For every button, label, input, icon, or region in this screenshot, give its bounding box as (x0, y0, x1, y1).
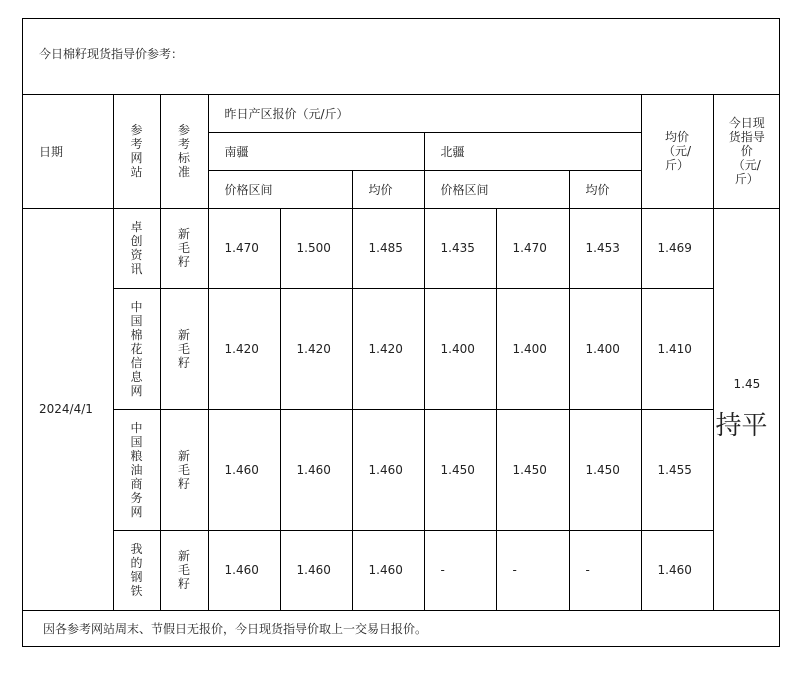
north-avg-cell: 1.450 (569, 409, 641, 530)
header-row-1 (23, 95, 780, 132)
south-low-cell: 1.460 (208, 409, 280, 530)
south-range-header: 价格区间 (208, 170, 352, 208)
north-low-cell: 1.450 (424, 409, 496, 530)
south-high-cell: 1.500 (280, 208, 352, 288)
site-cell: 中国棉花信息网 (113, 288, 160, 409)
guide-cell (713, 208, 780, 610)
standard-cell: 新毛籽 (160, 208, 208, 288)
south-header: 南疆 (208, 132, 424, 170)
guide-value: 1.45 (733, 376, 761, 391)
south-avg-cell: 1.460 (352, 409, 424, 530)
north-avg-header: 均价 (569, 170, 641, 208)
site-cell: 中国粮油商务网 (113, 409, 160, 530)
south-low-cell: 1.460 (208, 530, 280, 610)
north-avg-cell: 1.400 (569, 288, 641, 409)
overall-avg-cell: 1.460 (641, 530, 713, 610)
title-bar (23, 19, 779, 95)
footnote: 因各参考网站周末、节假日无报价，今日现货指导价取上一交易日报价。 (23, 610, 780, 646)
date-header: 日期 (23, 95, 113, 208)
north-high-cell: 1.400 (496, 288, 569, 409)
south-high-cell: 1.460 (280, 409, 352, 530)
south-high-cell: 1.460 (280, 530, 352, 610)
north-high-cell: - (496, 530, 569, 610)
table-row (23, 288, 780, 409)
table-title: 今日棉籽现货指导价参考： (39, 47, 184, 61)
north-avg-cell: - (569, 530, 641, 610)
overall-avg-cell: 1.410 (641, 288, 713, 409)
north-high-cell: 1.470 (496, 208, 569, 288)
price-table-frame (22, 18, 780, 647)
south-high-cell: 1.420 (280, 288, 352, 409)
standard-cell: 新毛籽 (160, 409, 208, 530)
overall-avg-cell: 1.469 (641, 208, 713, 288)
south-low-cell: 1.420 (208, 288, 280, 409)
price-table (23, 95, 780, 646)
north-avg-cell: 1.453 (569, 208, 641, 288)
guide-status: 持平 (715, 410, 768, 441)
note-row (23, 610, 780, 646)
guide-header: 今日现货指导价（元/斤） (713, 95, 780, 208)
standard-header: 参考标准 (160, 95, 208, 208)
south-avg-cell: 1.485 (352, 208, 424, 288)
north-low-cell: 1.400 (424, 288, 496, 409)
north-range-header: 价格区间 (424, 170, 569, 208)
standard-cell: 新毛籽 (160, 530, 208, 610)
site-cell: 我的钢铁 (113, 530, 160, 610)
north-header: 北疆 (424, 132, 641, 170)
site-header: 参考网站 (113, 95, 160, 208)
overall-avg-cell: 1.455 (641, 409, 713, 530)
date-cell: 2024/4/1 (23, 208, 113, 610)
table-row (23, 530, 780, 610)
south-avg-cell: 1.420 (352, 288, 424, 409)
north-high-cell: 1.450 (496, 409, 569, 530)
south-low-cell: 1.470 (208, 208, 280, 288)
north-low-cell: - (424, 530, 496, 610)
north-low-cell: 1.435 (424, 208, 496, 288)
yesterday-header: 昨日产区报价（元/斤） (208, 95, 641, 132)
table-row (23, 409, 780, 530)
site-cell: 卓创资讯 (113, 208, 160, 288)
south-avg-header: 均价 (352, 170, 424, 208)
table-row (23, 208, 780, 288)
standard-cell: 新毛籽 (160, 288, 208, 409)
south-avg-cell: 1.460 (352, 530, 424, 610)
average-header: 均价（元/斤） (641, 95, 713, 208)
